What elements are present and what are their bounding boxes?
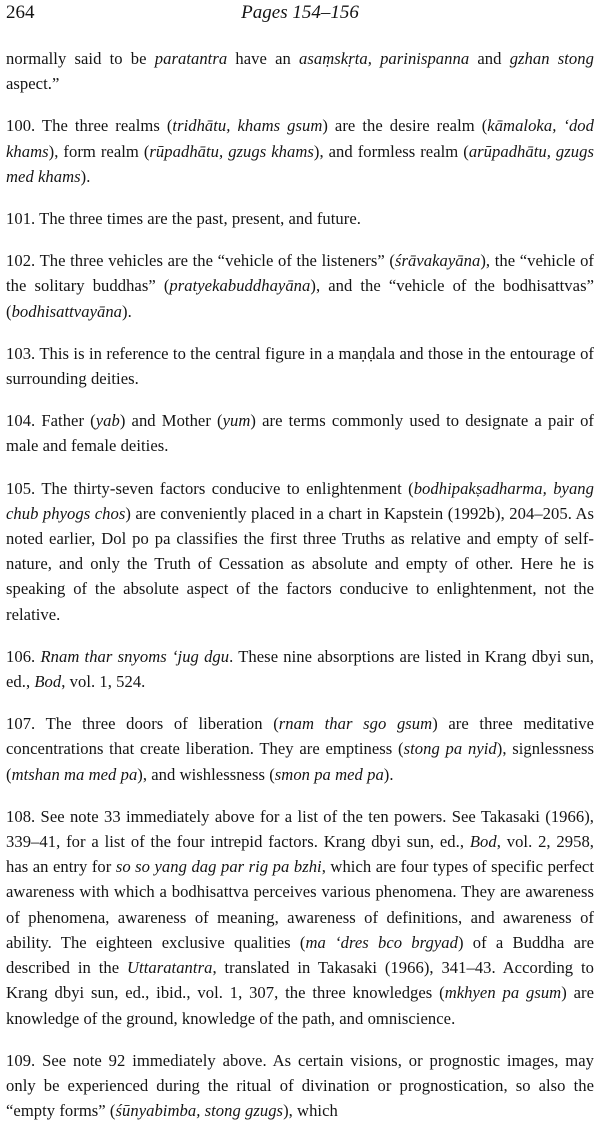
endnote-102: [6, 248, 594, 324]
endnote-107: [6, 711, 594, 787]
continued-paragraph: [6, 46, 594, 96]
text-run: ).: [122, 301, 132, 321]
italic-term: paratantra: [154, 49, 228, 68]
text-run: 109. See note 92 immediately above. As certain visions, or prognostic images, may only be experienced during the ritual of divination or prognostication, so also the “empty forms” (: [6, 1050, 594, 1121]
italic-term: rūpadhātu, gzugs khams: [149, 141, 314, 161]
endnote-105: [6, 476, 594, 627]
italic-term: Bod: [34, 672, 62, 692]
text-run: ) and Mother (: [119, 411, 223, 431]
text-run: 102. The three vehicles are the “vehicle of the listeners” (: [6, 251, 395, 271]
text-run: , which are four types of specific perfect awareness with which a bodhisattva perceives various phenomena. They are awareness of phenomena, awareness of meaning, awareness of definitions, and awareness of ability. The eighteen exclusive qualities (: [6, 857, 594, 952]
text-run: ), and wishlessness (: [137, 764, 275, 784]
italic-term: ma ‘dres bco brgyad: [305, 932, 458, 952]
text-run: and: [469, 49, 510, 68]
text-run: 105. The thirty-seven factors conducive to enlightenment (: [6, 478, 414, 498]
italic-term: smon pa med pa: [274, 764, 384, 784]
endnote-104: [6, 408, 594, 458]
italic-term: tridhātu, khams gsum: [172, 116, 323, 136]
italic-term: yab: [95, 411, 120, 431]
italic-term: pratyekabuddhayāna: [169, 276, 311, 296]
endnote-100: [6, 113, 594, 189]
running-head: Pages 154–156: [241, 2, 359, 23]
text-run: . These nine absorptions are listed in Krang dbyi sun, ed.,: [6, 646, 594, 692]
text-run: ) are three meditative concentrations that create liberation. They are emptiness (: [6, 714, 594, 759]
endnote-108: [6, 804, 594, 1031]
italic-term: mkhyen pa gsum: [444, 983, 562, 1003]
italic-term: yum: [222, 411, 251, 431]
italic-term: arūpadhātu, gzugs med khams: [6, 141, 594, 186]
text-run: aspect.”: [6, 74, 60, 94]
text-run: ), and the “vehicle of the bodhisattvas” (: [6, 276, 594, 321]
text-run: ), form realm (: [48, 141, 150, 161]
text-run: ) of a Buddha are described in the: [6, 932, 595, 978]
text-run: ), signlessness (: [6, 739, 594, 784]
italic-term: stong pa nyid: [403, 739, 497, 759]
text-run: 104. Father (: [6, 411, 96, 431]
italic-term: mtshan ma med pa: [11, 764, 138, 784]
text-run: ) are the desire realm (: [322, 116, 488, 136]
text-run: 108. See note 33 immediately above for a list of the ten powers. See Takasaki (1966), 339–41, for a list of the four intrepid factors. Krang dbyi sun, ed.,: [6, 806, 594, 852]
italic-term: rnam thar sgo gsum: [278, 714, 433, 734]
text-run: have an: [227, 49, 300, 68]
text-run: 107. The three doors of liberation (: [6, 714, 279, 734]
italic-term: so so yang dag par rig pa bzhi: [115, 857, 322, 877]
text-run: 101. The three times are the past, present, and future.: [6, 209, 361, 229]
text-run: ).: [383, 764, 394, 784]
text-run: , vol. 1, 524.: [61, 672, 146, 692]
text-run: normally said to be: [6, 49, 155, 68]
italic-term: Uttaratantra: [127, 958, 213, 978]
text-run: ) are knowledge of the ground, knowledge of the path, and omniscience.: [6, 983, 594, 1028]
text-run: ), which: [283, 1101, 338, 1121]
text-run: ), and formless realm (: [313, 141, 469, 161]
text-run: ) are conveniently placed in a chart in Kapstein (1992b), 204–205. As noted earlier, Dol po pa classifies the first three Truths as relative and empty of self-nature, and only the Truth of Cessation as absolute and empty of other. Here he is speaking of the absolute aspect of the factors conducive to enlightenment, not the relative.: [6, 503, 595, 624]
text-run: ).: [80, 166, 91, 186]
text-run: , vol. 2, 2958, has an entry for: [6, 832, 594, 877]
text-run: ) are terms commonly used to designate a pair of male and female deities.: [6, 411, 595, 456]
page-header: [6, 2, 594, 28]
endnote-106: [6, 644, 594, 694]
italic-term: Bod: [469, 832, 497, 852]
text-run: , translated in Takasaki (1966), 341–43. According to Krang dbyi sun, ed., ibid., vol. 1, 307, the three knowledges (: [6, 958, 594, 1003]
italic-term: gzhan stong: [509, 49, 594, 68]
italic-term: śrāvakayāna: [394, 251, 481, 271]
endnote-103: [6, 341, 594, 391]
page-number: 264: [6, 2, 35, 23]
italic-term: kāmaloka, ‘dod khams: [6, 116, 595, 161]
endnotes-body: [6, 46, 594, 1123]
text-run: 106.: [6, 646, 41, 666]
text-run: 100. The three realms (: [6, 116, 173, 136]
italic-term: bodhipakṣadharma, byang chub phyogs chos: [6, 478, 595, 523]
text-run: ), the “vehicle of the solitary buddhas” (: [6, 251, 594, 296]
italic-term: bodhisattvayāna: [11, 301, 123, 321]
italic-term: Rnam thar snyoms ‘jug dgu: [40, 646, 230, 666]
endnote-101: [6, 206, 594, 231]
endnote-109: [6, 1048, 594, 1123]
text-run: 103. This is in reference to the central figure in a maṇḍala and those in the entourage of surrounding deities.: [6, 343, 594, 389]
italic-term: asaṃskṛta, parinispanna: [299, 49, 470, 68]
italic-term: śūnyabimba, stong gzugs: [115, 1101, 284, 1121]
